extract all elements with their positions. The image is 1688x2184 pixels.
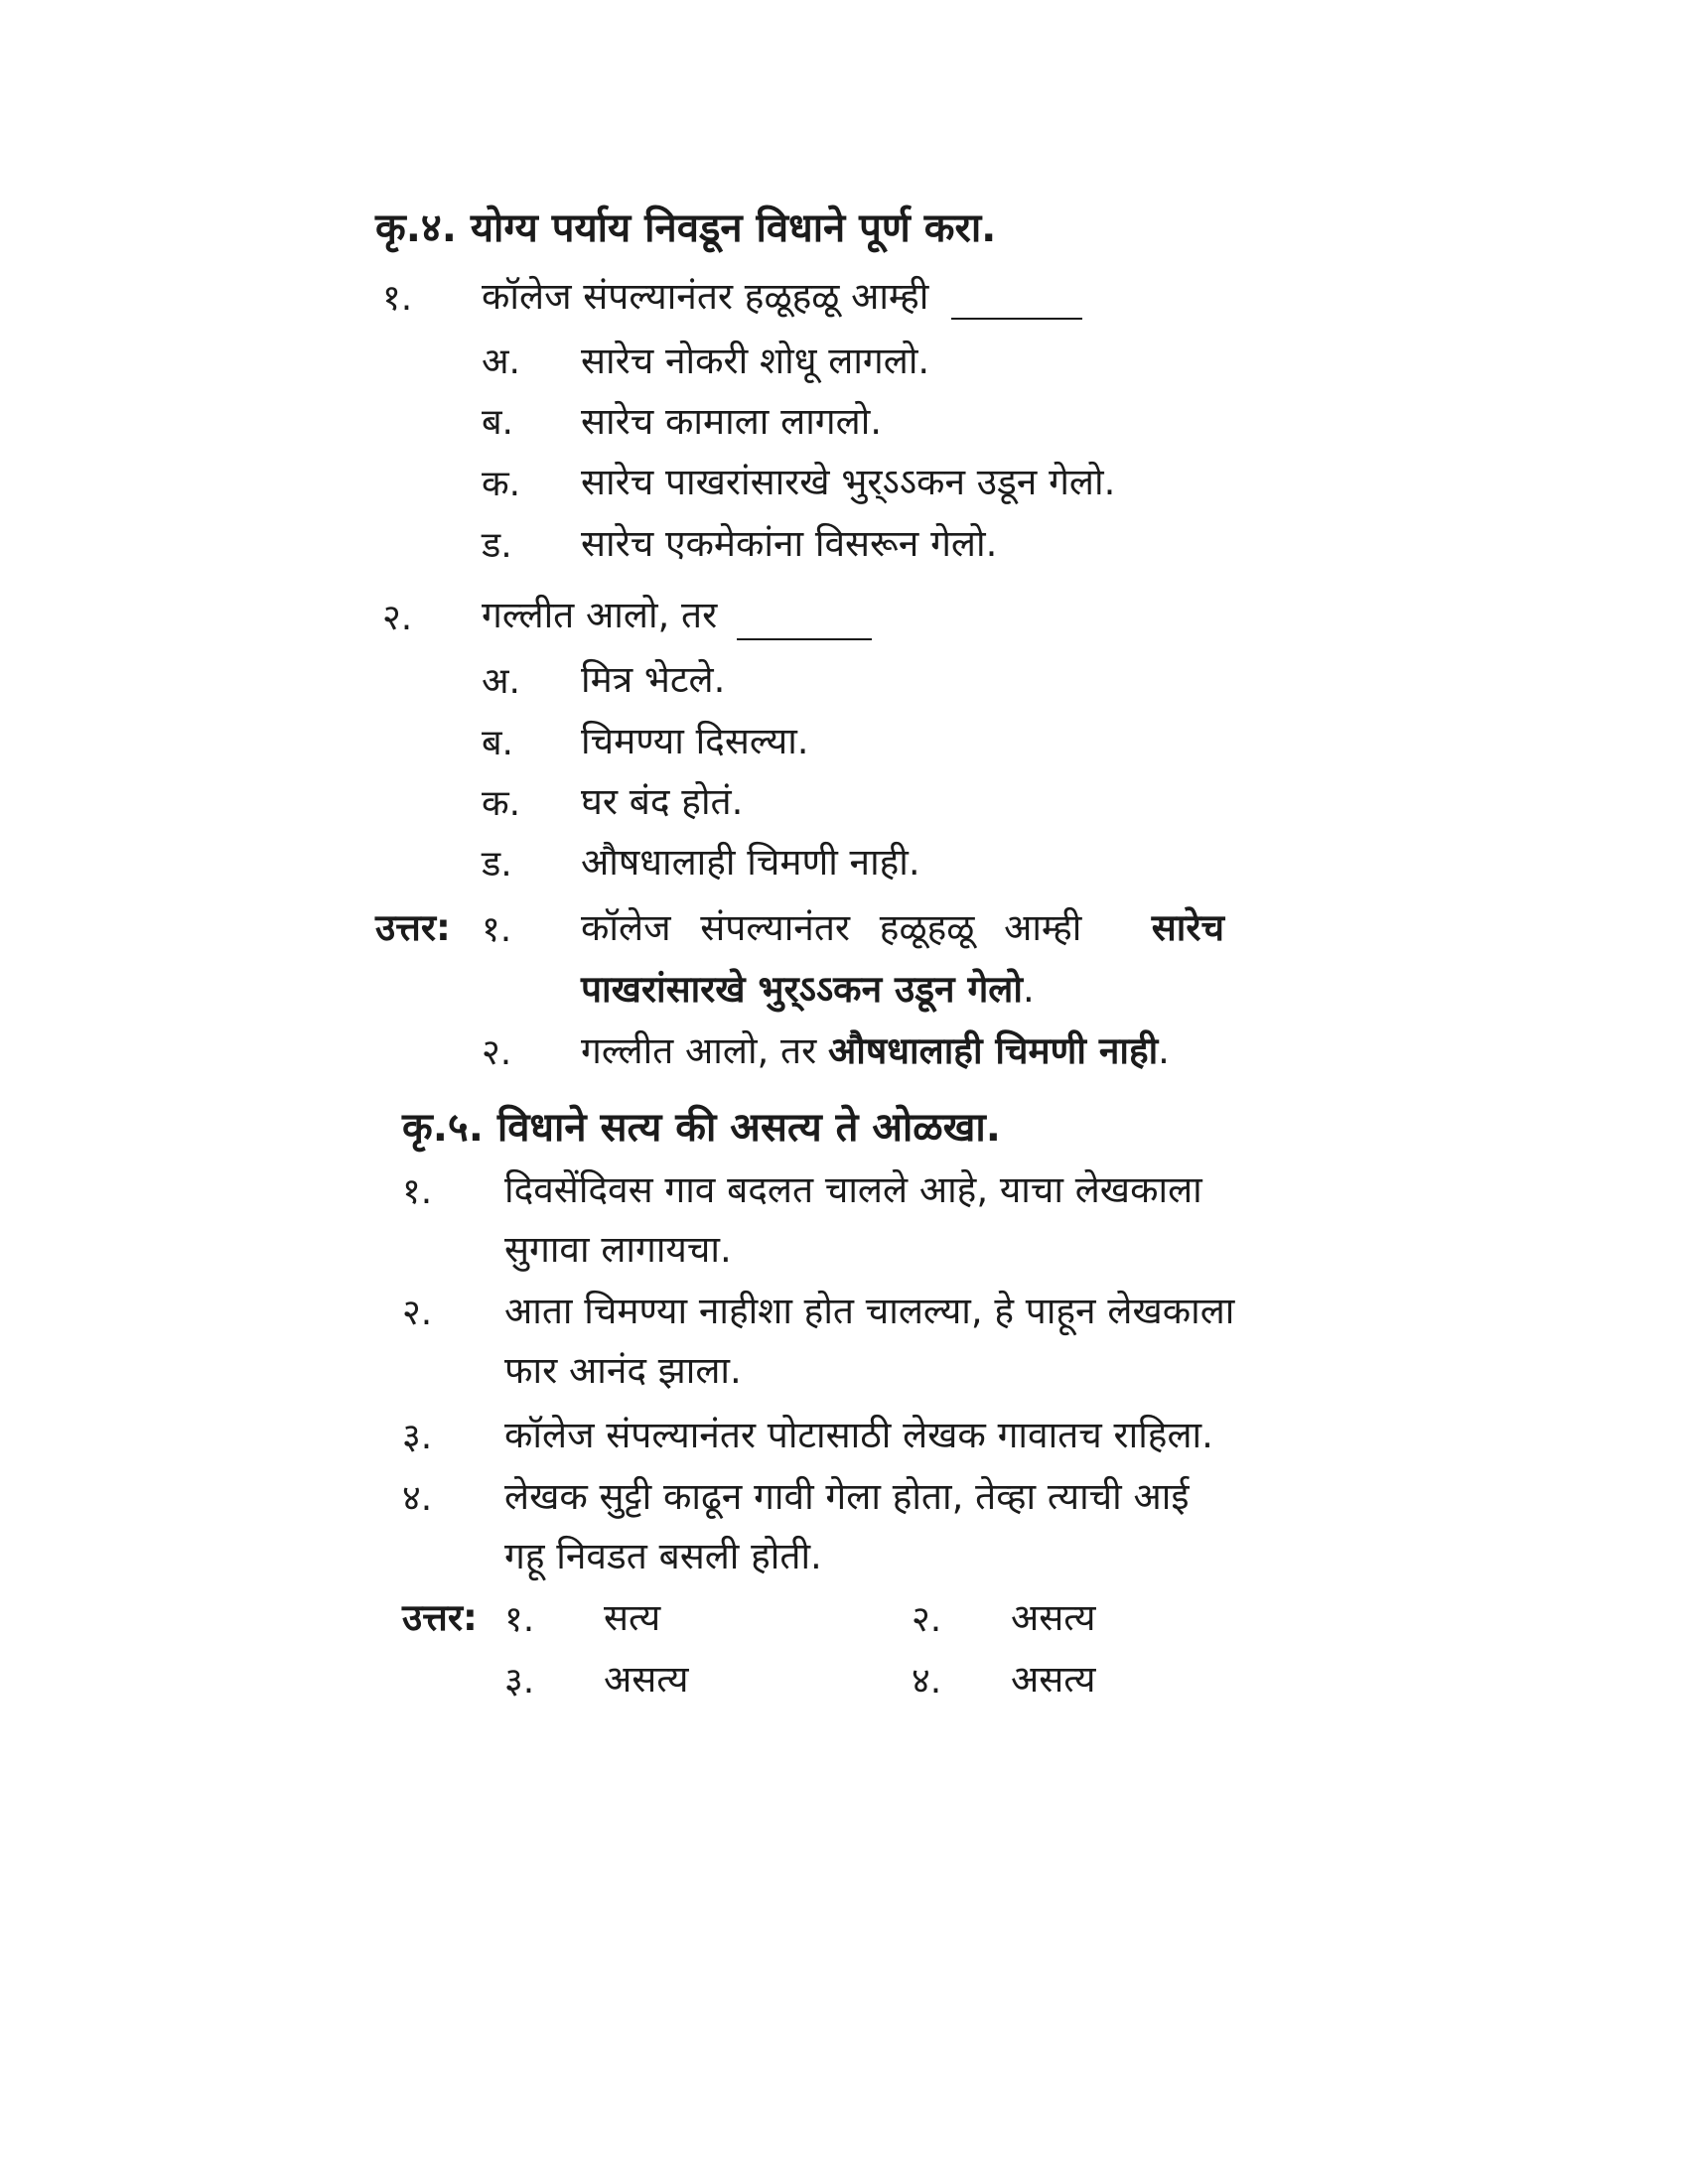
q4-item-1-option-d-letter: ड. xyxy=(482,525,512,566)
q4-answer-1-period: . xyxy=(1022,968,1035,1011)
q4-answer-1-line1 xyxy=(581,906,1224,949)
q5-item-2-number: २. xyxy=(402,1293,433,1333)
q4-answer-label: उत्तर: xyxy=(375,906,451,949)
q4-heading: कृ.४. योग्य पर्याय निवडून विधाने पूर्ण करा. xyxy=(375,205,997,251)
q5-item-2-line1: आता चिमण्या नाहीशा होत चालल्या, हे पाहून लेखकाला xyxy=(504,1290,1235,1332)
q4-answer-2-line xyxy=(581,1029,1170,1072)
q5-item-4-line2: गहू निवडत बसली होती. xyxy=(504,1535,822,1577)
q4-item-1-option-c-letter: क. xyxy=(482,464,521,504)
q5-item-4-number: ४. xyxy=(402,1478,433,1519)
q4-item-2-option-a-text: मित्र भेटले. xyxy=(581,658,726,701)
q5-answer-2-number: २. xyxy=(912,1599,942,1640)
q5-item-1-number: १. xyxy=(402,1171,433,1212)
q4-answer-2-period: . xyxy=(1158,1029,1170,1072)
q4-answer-1-line2 xyxy=(581,968,1035,1011)
q4-item-1-option-b-text: सारेच कामाला लागलो. xyxy=(581,400,883,443)
q4-item-2-option-d-text: औषधालाही चिमणी नाही. xyxy=(581,841,920,884)
q4-item-1-blank xyxy=(951,318,1082,320)
q5-item-3-line1: कॉलेज संपल्यानंतर पोटासाठी लेखक गावातच राहिला. xyxy=(504,1414,1213,1456)
q5-answer-label: उत्तर: xyxy=(402,1596,478,1639)
q4-item-1-option-c-text: सारेच पाखरांसारखे भुर्ऽऽकन उडून गेलो. xyxy=(581,461,1116,503)
q4-item-1-option-d-text: सारेच एकमेकांना विसरून गेलो. xyxy=(581,522,998,565)
q4-answer-2-number: २. xyxy=(482,1032,512,1073)
q5-item-3-number: ३. xyxy=(402,1417,433,1457)
q4-answer-1-bold-end: पाखरांसारखे भुर्ऽऽकन उडून गेलो xyxy=(581,968,1023,1011)
q5-item-2-line2: फार आनंद झाला. xyxy=(504,1349,742,1392)
q5-answer-3-number: ३. xyxy=(504,1661,535,1702)
q4-item-2-number: २. xyxy=(382,598,413,638)
q4-item-2-text: गल्लीत आलो, तर xyxy=(482,594,718,636)
q5-answer-4-value: असत्य xyxy=(1011,1658,1096,1701)
q5-answer-4-number: ४. xyxy=(912,1661,942,1702)
q4-item-2-option-c-text: घर बंद होतं. xyxy=(581,780,744,823)
q4-item-1-option-a-letter: अ. xyxy=(482,341,520,382)
q4-answer-2-bold: औषधालाही चिमणी नाही xyxy=(828,1029,1159,1072)
q5-answer-1-value: सत्य xyxy=(604,1596,661,1639)
q4-item-2-option-b-text: चिमण्या दिसल्या. xyxy=(581,720,809,762)
q4-item-1-text: कॉलेज संपल्यानंतर हळूहळू आम्ही xyxy=(482,275,929,318)
q5-answer-1-number: १. xyxy=(504,1599,535,1640)
q4-item-1-option-b-letter: ब. xyxy=(482,402,513,443)
q4-answer-2-plain: गल्लीत आलो, तर xyxy=(581,1029,817,1072)
q4-item-1-number: १. xyxy=(382,278,413,319)
q4-item-2-blank xyxy=(737,638,872,640)
q5-item-1-line2: सुगावा लागायचा. xyxy=(504,1228,732,1271)
q4-answer-1-plain: कॉलेज संपल्यानंतर हळूहळू आम्ही xyxy=(581,906,1082,949)
q5-item-4-line1: लेखक सुट्टी काढून गावी गेला होता, तेव्हा त्याची आई xyxy=(504,1475,1190,1518)
q5-heading: कृ.५. विधाने सत्य की असत्य ते ओळखा. xyxy=(402,1105,1001,1151)
q4-item-2-option-b-letter: ब. xyxy=(482,723,513,763)
q4-answer-1-bold-start: सारेच xyxy=(1151,906,1224,949)
q4-answer-1-number: १. xyxy=(482,909,512,950)
q5-item-1-line1: दिवसेंदिवस गाव बदलत चालले आहे, याचा लेखकाला xyxy=(504,1168,1202,1211)
q4-item-1-option-a-text: सारेच नोकरी शोधू लागलो. xyxy=(581,340,930,382)
q4-item-2-option-a-letter: अ. xyxy=(482,661,520,702)
q4-item-2-option-c-letter: क. xyxy=(482,783,521,824)
q4-item-2-option-d-letter: ड. xyxy=(482,844,512,885)
q5-answer-3-value: असत्य xyxy=(604,1658,689,1701)
q5-answer-2-value: असत्य xyxy=(1011,1596,1096,1639)
